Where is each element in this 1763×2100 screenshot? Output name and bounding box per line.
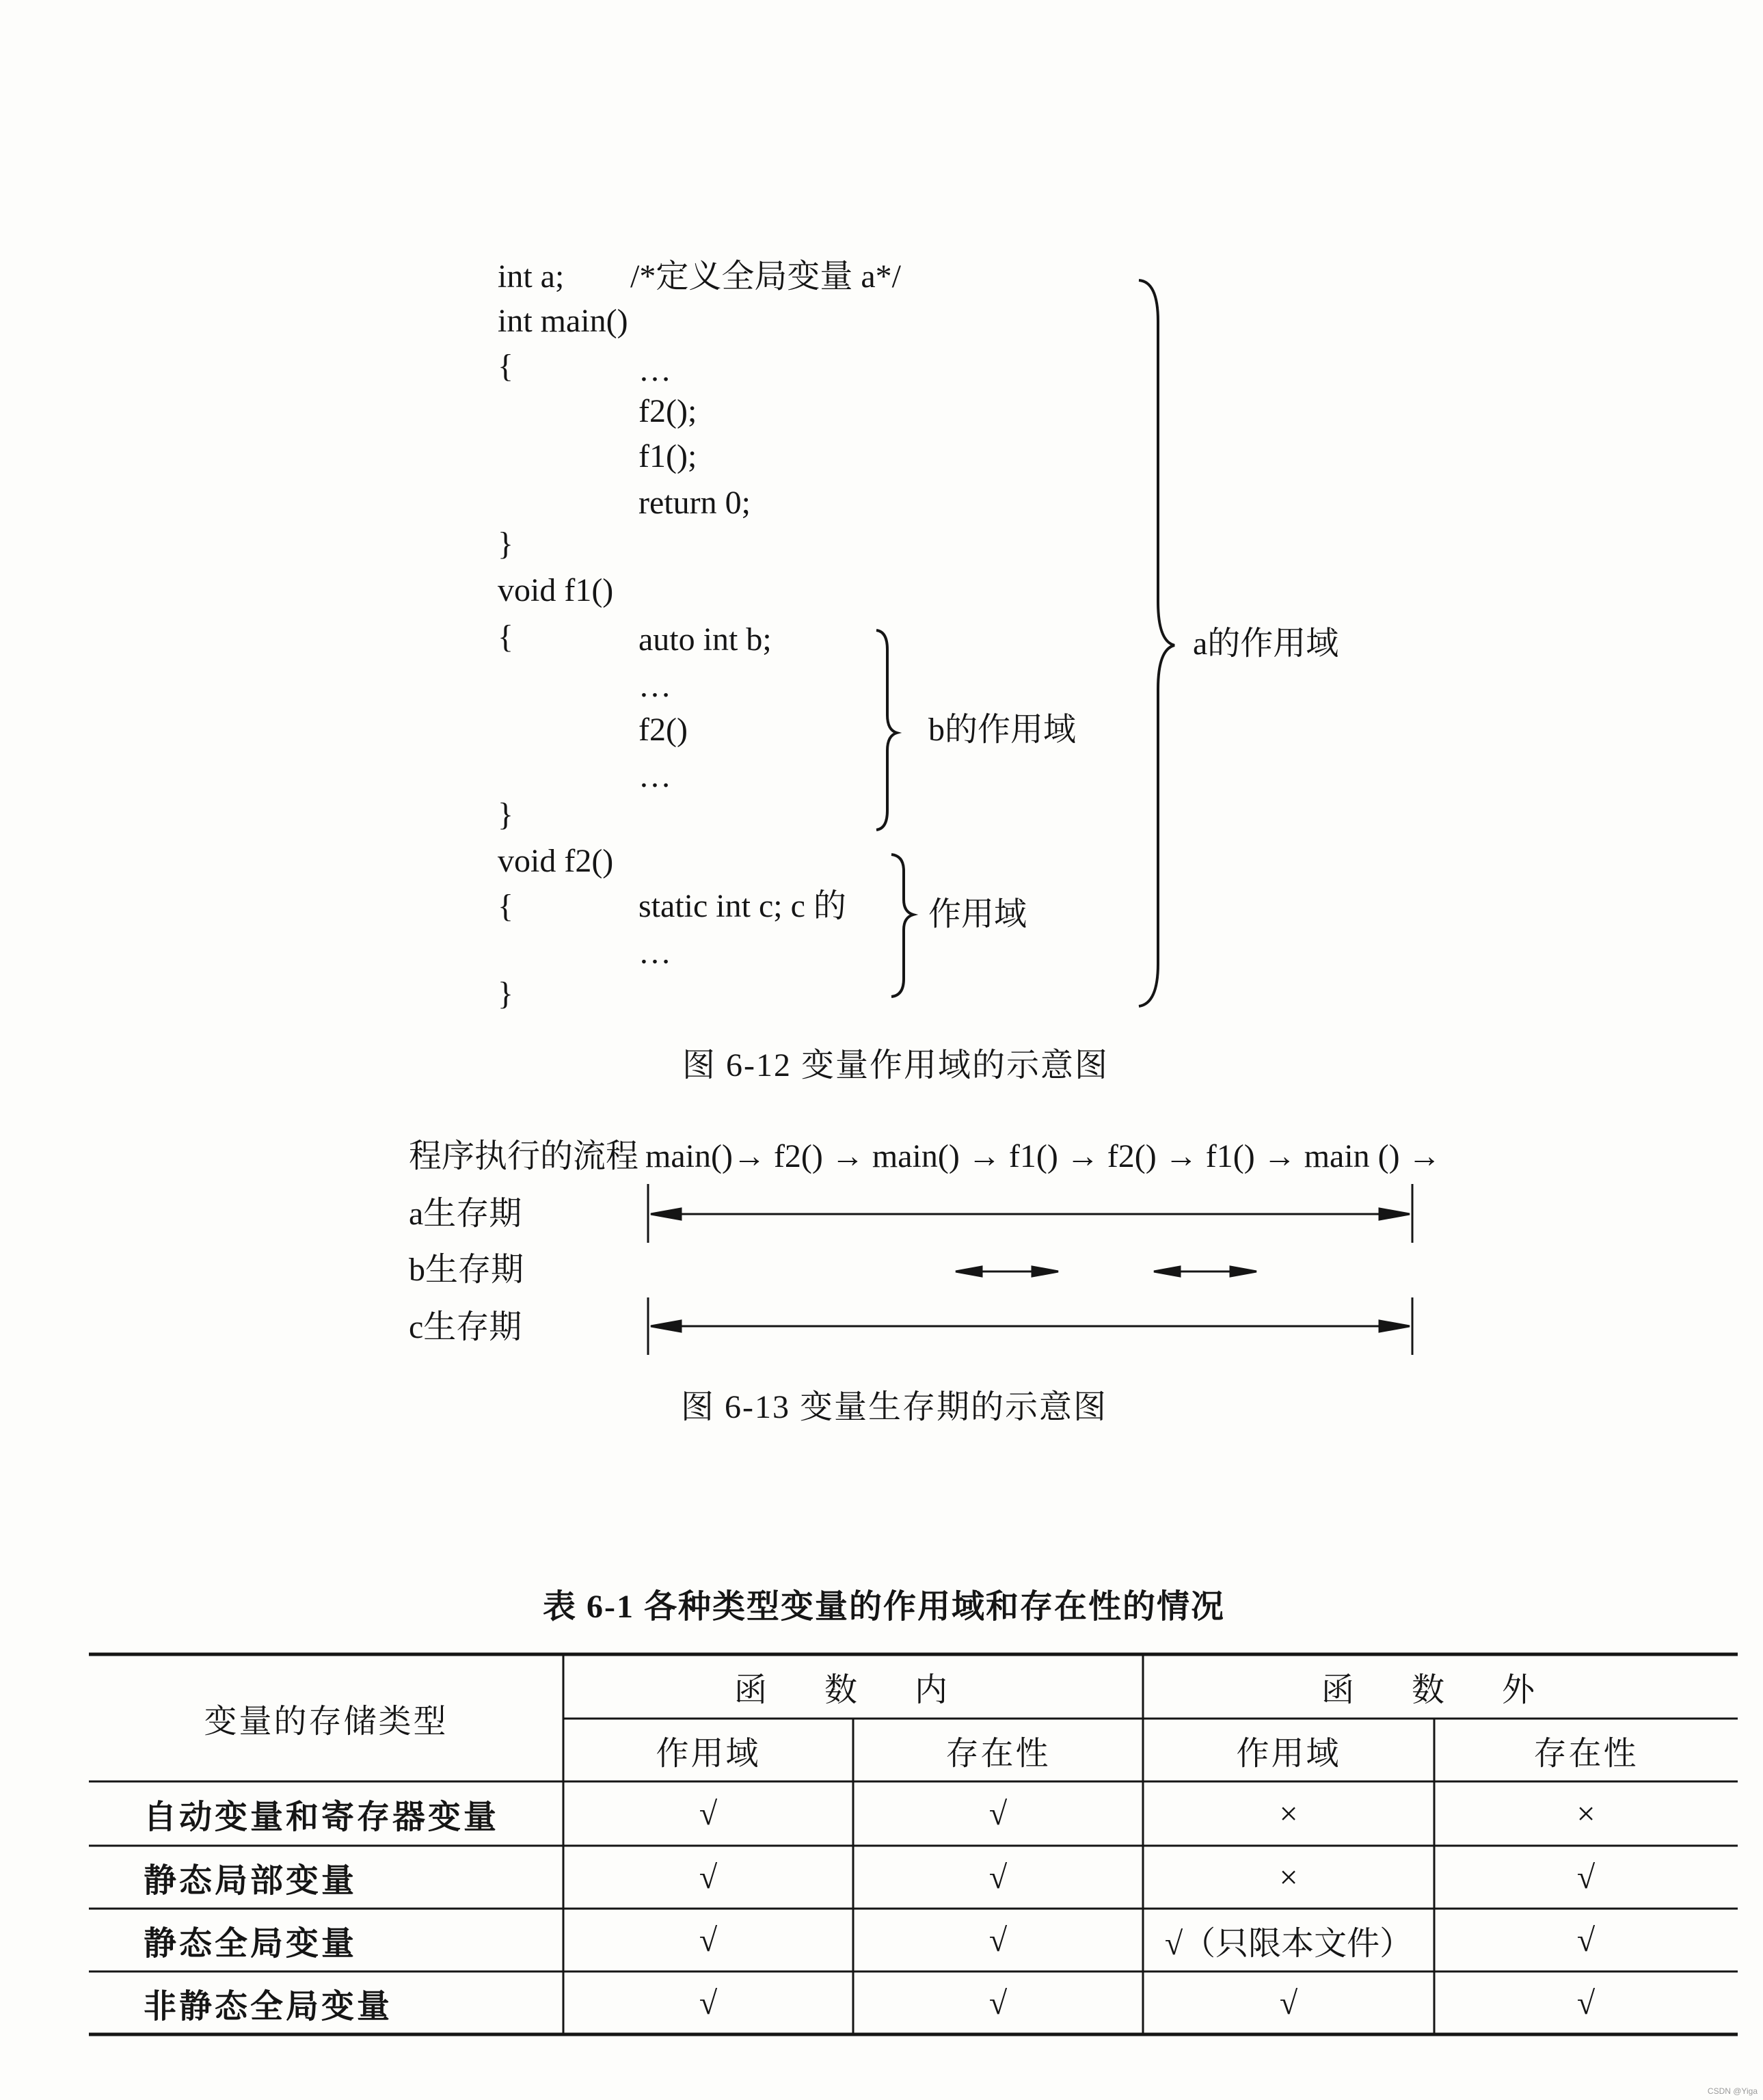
figure-6-13-caption: 图 6-13 变量生存期的示意图 xyxy=(681,1389,1107,1425)
row-label-static-local: 静态局部变量 xyxy=(144,1862,358,1899)
code-line: } xyxy=(498,975,514,1012)
b-lifetime-arrow-2r xyxy=(1230,1267,1256,1276)
scope-c-label: 作用域 xyxy=(928,896,1027,932)
watermark: CSDN @Yiga xyxy=(1707,2086,1758,2096)
table-cell: √ xyxy=(1576,1859,1596,1896)
flow-label: 程序执行的流程 xyxy=(409,1138,639,1174)
table-cell: √ xyxy=(699,1984,718,2021)
code-line: … xyxy=(638,934,671,971)
table-cell: √（只限本文件） xyxy=(1164,1925,1413,1962)
row-label-nonstatic-global: 非静态全局变量 xyxy=(144,1988,393,2025)
table-cell: × xyxy=(1279,1795,1298,1832)
a-lifetime-arrow-right xyxy=(1380,1209,1410,1220)
code-line: { xyxy=(498,348,514,384)
b-lifetime-label: b生存期 xyxy=(409,1252,524,1288)
code-line: { xyxy=(498,888,514,924)
code-line: f1(); xyxy=(638,438,697,474)
c-lifetime-arrow-left xyxy=(651,1321,681,1332)
table-cell: √ xyxy=(1576,1984,1596,2021)
b-lifetime-arrow-1r xyxy=(1032,1267,1058,1276)
code-line: void f1() xyxy=(498,572,614,608)
table-cell: × xyxy=(1576,1795,1596,1832)
table-cell: √ xyxy=(988,1984,1008,2021)
header-inside-function: 函 数 内 xyxy=(734,1671,972,1708)
subheader-existence-inside: 存在性 xyxy=(945,1735,1051,1772)
table-cell: × xyxy=(1279,1859,1298,1896)
brace-b xyxy=(876,630,897,830)
code-line: f2(); xyxy=(638,393,697,429)
row-label-auto-register: 自动变量和寄存器变量 xyxy=(144,1799,500,1835)
code-line: } xyxy=(498,526,514,562)
header-storage-type: 变量的存储类型 xyxy=(204,1703,448,1740)
code-line: … xyxy=(638,668,671,704)
code-line: int main() xyxy=(498,303,628,339)
table-6-1-title: 表 6-1 各种类型变量的作用域和存在性的情况 xyxy=(543,1589,1225,1625)
code-comment: /*定义全局变量 a*/ xyxy=(630,258,901,295)
code-line: int a; xyxy=(498,258,565,295)
table-cell: √ xyxy=(1279,1984,1298,2021)
table-cell: √ xyxy=(988,1859,1008,1896)
table-cell: √ xyxy=(988,1922,1008,1958)
a-lifetime-arrow-left xyxy=(651,1209,681,1220)
table-cell: √ xyxy=(1576,1922,1596,1958)
code-line: auto int b; xyxy=(638,621,772,658)
table-cell: √ xyxy=(988,1795,1008,1832)
a-lifetime-label: a生存期 xyxy=(409,1196,522,1232)
code-line: return 0; xyxy=(638,485,751,521)
code-line: void f2() xyxy=(498,843,614,879)
figure-6-12-caption: 图 6-12 变量作用域的示意图 xyxy=(682,1047,1109,1083)
subheader-scope-inside: 作用域 xyxy=(656,1735,761,1772)
c-lifetime-label: c生存期 xyxy=(409,1309,522,1345)
b-lifetime-arrow-2l xyxy=(1154,1267,1180,1276)
b-lifetime-arrow-1l xyxy=(956,1267,982,1276)
table-cell: √ xyxy=(699,1859,718,1896)
table-cell: √ xyxy=(699,1795,718,1832)
code-line: static int c; c 的 xyxy=(638,888,846,924)
scope-b-label: b的作用域 xyxy=(928,712,1077,748)
header-outside-function: 函 数 外 xyxy=(1321,1671,1559,1708)
code-line: … xyxy=(638,352,671,388)
table-cell: √ xyxy=(699,1922,718,1958)
code-line: } xyxy=(498,796,514,833)
c-lifetime-arrow-right xyxy=(1380,1321,1410,1332)
brace-a xyxy=(1139,280,1174,1006)
subheader-existence-outside: 存在性 xyxy=(1533,1735,1639,1772)
subheader-scope-outside: 作用域 xyxy=(1236,1735,1341,1772)
flow-sequence: main()→ f2() → main() → f1() → f2() → f1() → main () → xyxy=(645,1138,1441,1174)
scope-a-label: a的作用域 xyxy=(1193,625,1339,662)
row-label-static-global: 静态全局变量 xyxy=(144,1925,358,1962)
code-line: … xyxy=(638,758,671,794)
code-line: { xyxy=(498,619,514,655)
code-line: f2() xyxy=(638,712,688,748)
brace-c xyxy=(891,854,913,997)
